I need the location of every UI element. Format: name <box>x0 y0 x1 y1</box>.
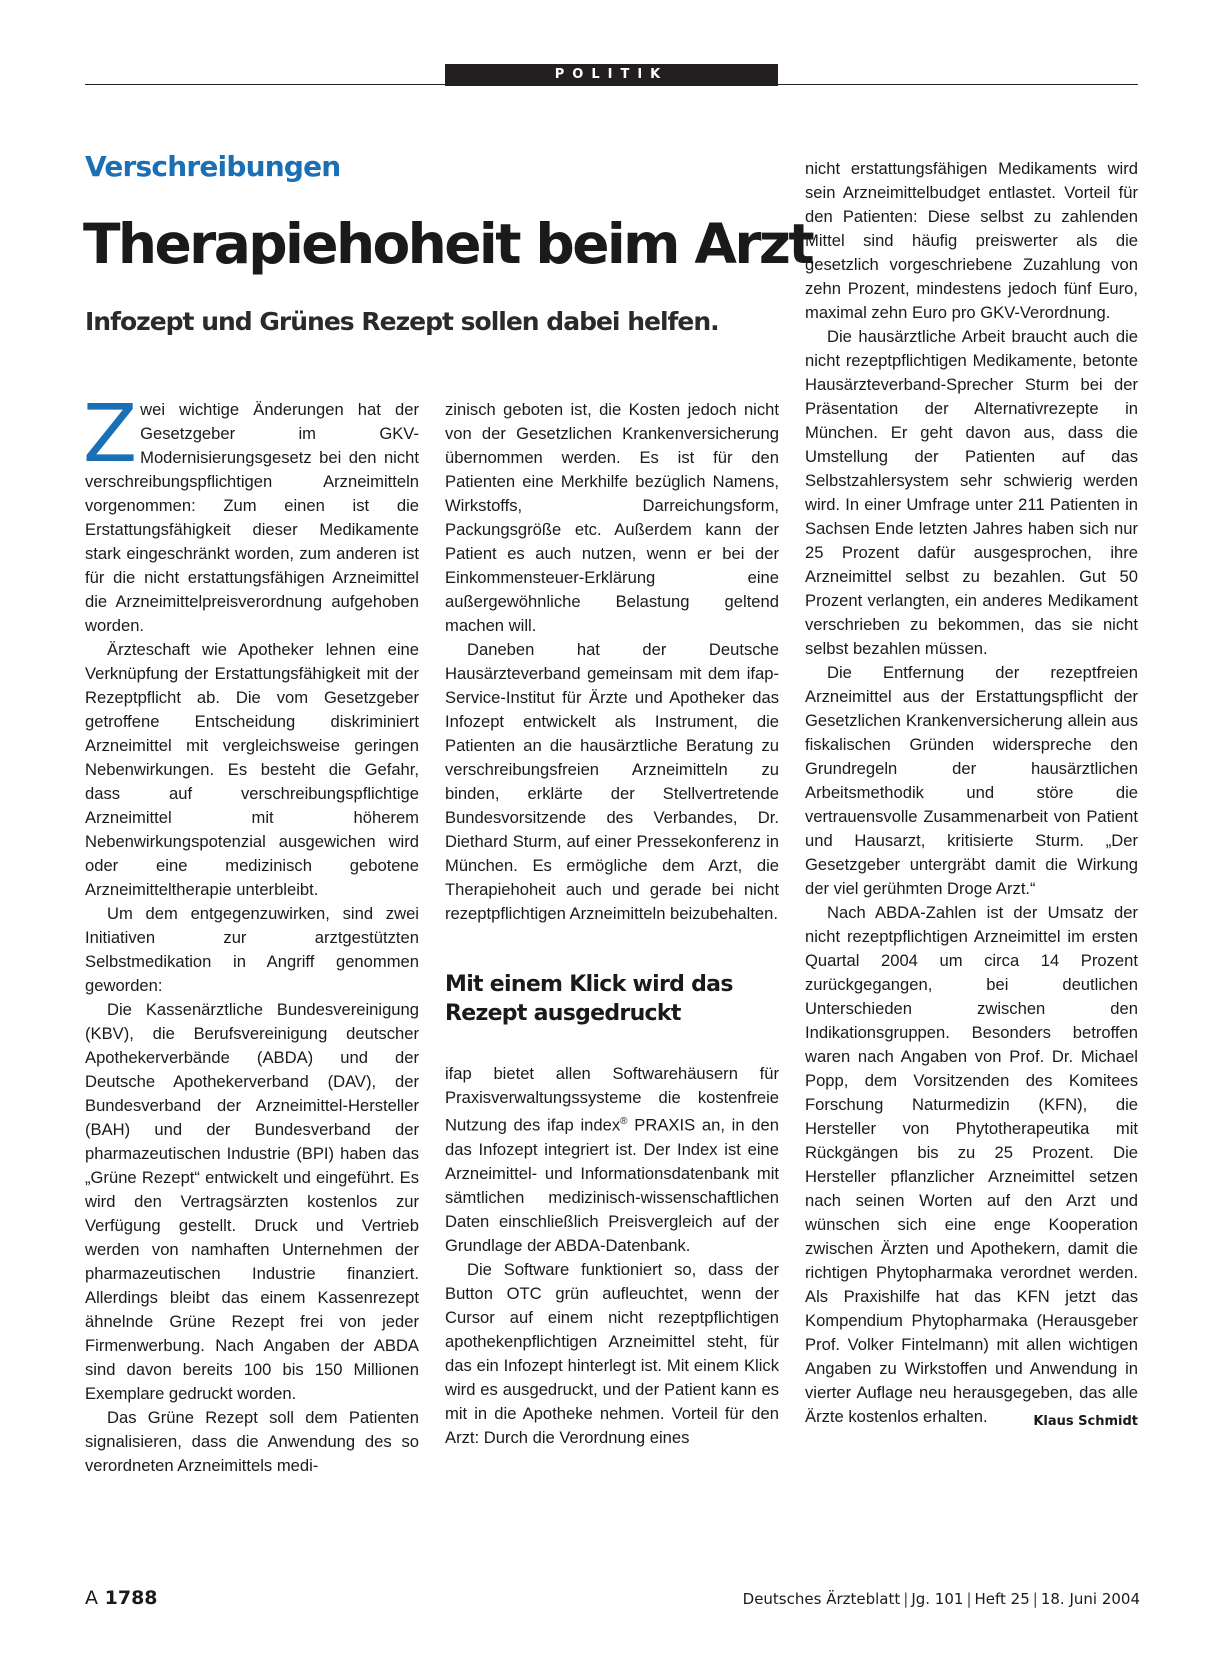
paragraph-text: ifap bietet allen Softwarehäusern für Praxisverwaltungssysteme die kostenfreie Nutzung des ifap index <box>445 1064 779 1135</box>
paragraph-text: Nach ABDA-Zahlen ist der Umsatz der nicht rezeptpflichtigen Arzneimittel im ersten Quartal 2004 um circa 14 Prozent zurückgegangen, bei deutlichen Unterschieden zwischen den Indikationsgruppen. Besonders betroffen waren nach Angaben von Prof. Dr. Michael Popp, dem Vorsitzenden des Komitees Forschung Naturmedizin (KFN), die Hersteller von Phytotherapeutika mit Rückgängen bis zu 25 Prozent. Die Hersteller pflanzlicher Arzneimittel setzen nach seinen Worten auf den Arzt und wünschen sich eine enge Kooperation zwischen Ärzten und Apothekern, damit die richtigen Phytopharmaka verordnet werden. Als Praxishilfe hat das KFN jetzt das Kompendium Phytopharmaka (Herausgeber Prof. Volker Fintelmann) mit allen wichtigen Angaben zu Wirkstoffen und Anwendung in vierter Auflage neu herausgegeben, das alle Ärzte kostenlos erhalten. <box>805 903 1138 1426</box>
paragraph <box>805 901 1138 1429</box>
page-prefix: A <box>85 1587 98 1609</box>
journal-volume: Jg. 101 <box>911 1590 964 1608</box>
subheadline: Infozept und Grünes Rezept sollen dabei helfen. <box>85 307 719 336</box>
kicker: Verschreibungen <box>85 150 341 183</box>
paragraph: zinisch geboten ist, die Kosten jedoch nicht von der Gesetzlichen Krankenversicherung übernommen werden. Es ist für den Patienten eine Merkhilfe bezüglich Namens, Wirkstoffs, Darreichungsform, Packungsgröße etc. Außerdem kann der Patient es auch nutzen, wenn er bei der Einkommensteuer-Erklärung eine außergewöhnliche Belastung geltend machen will. <box>445 400 779 635</box>
paragraph: Die Entfernung der rezeptfreien Arzneimittel aus der Erstattungspflicht der Gesetzlichen Krankenversicherung allein aus fiskalischen Gründen widerspreche den Grundregeln der hausärztlichen Arbeitsmethodik und störe die vertrauensvolle Zusammenarbeit von Patient und Hausarzt, kritisierte Sturm. „Der Gesetzgeber untergräbt damit die Wirkung der viel gerühmten Droge Arzt.“ <box>805 663 1138 898</box>
paragraph-text: PRAXIS an, in den das Infozept integriert ist. Der Index ist eine Arzneimittel- und Informationsdatenbank mit sämtlichen medizinisch-wissenschaftlichen Daten einschließlich Preisvergleich auf der Grundlage der ABDA-Datenbank. <box>445 1115 779 1255</box>
journal-date: 18. Juni 2004 <box>1040 1590 1140 1608</box>
section-subheading: Mit einem Klick wird das Rezept ausgedruckt <box>445 972 733 1026</box>
paragraph: Die Software funktioniert so, dass der Button OTC grün aufleuchtet, wenn der Cursor auf einem nicht rezeptpflichtigen apothekenpflichtigen Arzneimittel steht, für das ein Infozept hinterlegt ist. Mit einem Klick wird es ausgedruckt, und der Patient kann es mit in die Apotheke nehmen. Vorteil für den Arzt: Durch die Verordnung eines <box>445 1259 779 1447</box>
paragraph: nicht erstattungsfähigen Medikaments wird sein Arzneimittelbudget entlastet. Vorteil für den Patienten: Diese selbst zu zahlenden Mittel sind häufig preiswerter als die gesetzlich vorgeschriebene Zuzahlung von zehn Prozent, mindestens jedoch fünf Euro, maximal zehn Euro pro GKV-Verordnung. <box>805 159 1138 322</box>
registered-mark: ® <box>620 1116 628 1127</box>
author-byline: Klaus Schmidt <box>1033 1414 1138 1429</box>
paragraph: Das Grüne Rezept soll dem Patienten signalisieren, dass die Anwendung des so verordneten Arzneimittels medi- <box>85 1408 419 1475</box>
journal-issue: Heft 25 <box>974 1590 1030 1608</box>
paragraph <box>83 388 419 638</box>
paragraph-text: wei wichtige Änderungen hat der Gesetzgeber im GKV-Modernisierungsgesetz bei den nicht verschreibungspflichtigen Arzneimitteln vorgenommen: Zum einen ist die Erstattungsfähigkeit dieser Medikamente stark eingeschränkt worden, zum anderen ist für die nicht erstattungsfähigen Arzneimittel die Arzneimittelpreisverordnung aufgehoben worden. <box>85 400 419 635</box>
drop-cap: Z <box>83 388 138 480</box>
article-column-1 <box>83 388 419 1478</box>
paragraph: Die hausärztliche Arbeit braucht auch die nicht rezeptpflichtigen Medikamente, betonte Hausärzteverband-Sprecher Sturm bei der Präsentation der Alternativrezepte in München. Er geht davon aus, dass die Umstellung der Patienten auf das Selbstzahlersystem sehr schwierig werden wird. In einer Umfrage unter 211 Patienten in Sachsen Ende letzten Jahres haben sich nur 25 Prozent dafür ausgesprochen, ihre Arzneimittel selbst zu bezahlen. Gut 50 Prozent verlangten, ein anderes Medikament verschrieben zu bekommen, das sie nicht selbst bezahlen müssen. <box>805 327 1138 658</box>
article-column-2 <box>445 398 779 1450</box>
page-number-value: 1788 <box>104 1587 158 1609</box>
paragraph: Ärzteschaft wie Apotheker lehnen eine Verknüpfung der Erstattungsfähigkeit mit der Rezeptpflicht ab. Die vom Gesetzgeber getroffene Entscheidung diskriminiert Arzneimittel mit vergleichsweise geringen Nebenwirkungen. Es besteht die Gefahr, dass auf verschreibungspflichtige Arzneimittel mit höherem Nebenwirkungspotenzial ausgewichen wird oder eine medizinisch gebotene Arzneimitteltherapie unterbleibt. <box>85 640 419 899</box>
journal-name: Deutsches Ärzteblatt <box>742 1590 901 1608</box>
paragraph: Um dem entgegenzuwirken, sind zwei Initiativen zur arztgestützten Selbstmedikation in Angriff genommen geworden: <box>85 904 419 995</box>
paragraph: Daneben hat der Deutsche Hausärzteverband gemeinsam mit dem ifap-Service-Institut für Ärzte und Apotheker das Infozept entwickelt als Instrument, die Patienten an die hausärztliche Beratung zu verschreibungsfreien Arzneimitteln zu binden, erklärte der Stellvertretende Bundesvorsitzende des Verbandes, Dr. Diethard Sturm, auf einer Pressekonferenz in München. Es ermögliche dem Arzt, die Therapiehoheit auch und gerade bei nicht rezeptpflichtigen Arzneimitteln beizubehalten. <box>445 640 779 923</box>
section-label: POLITIK <box>445 64 778 86</box>
page-number <box>85 1587 158 1609</box>
headline: Therapiehoheit beim Arzt <box>83 212 813 276</box>
article-column-3 <box>805 157 1138 1434</box>
footer-citation: Deutsches Ärzteblatt | Jg. 101 | Heft 25 | 18. Juni 2004 <box>742 1590 1140 1608</box>
paragraph: Die Kassenärztliche Bundesvereinigung (KBV), die Berufsvereinigung deutscher Apothekerverbände (ABDA) und der Deutsche Apothekerverband (DAV), der Bundesverband der Arzneimittel-Hersteller (BAH) und der Bundesverband der pharmazeutischen Industrie (BPI) haben das „Grüne Rezept“ entwickelt und eingeführt. Es wird den Vertragsärzten kostenlos zur Verfügung gestellt. Druck und Vertrieb werden von namhaften Unternehmen der pharmazeutischen Industrie finanziert. Allerdings bleibt das einem Kassenrezept ähnelnde Grüne Rezept frei von jeder Firmenwerbung. Nach Angaben der ABDA sind davon bereits 100 bis 150 Millionen Exemplare gedruckt worden. <box>85 1000 419 1403</box>
paragraph <box>445 1062 779 1258</box>
